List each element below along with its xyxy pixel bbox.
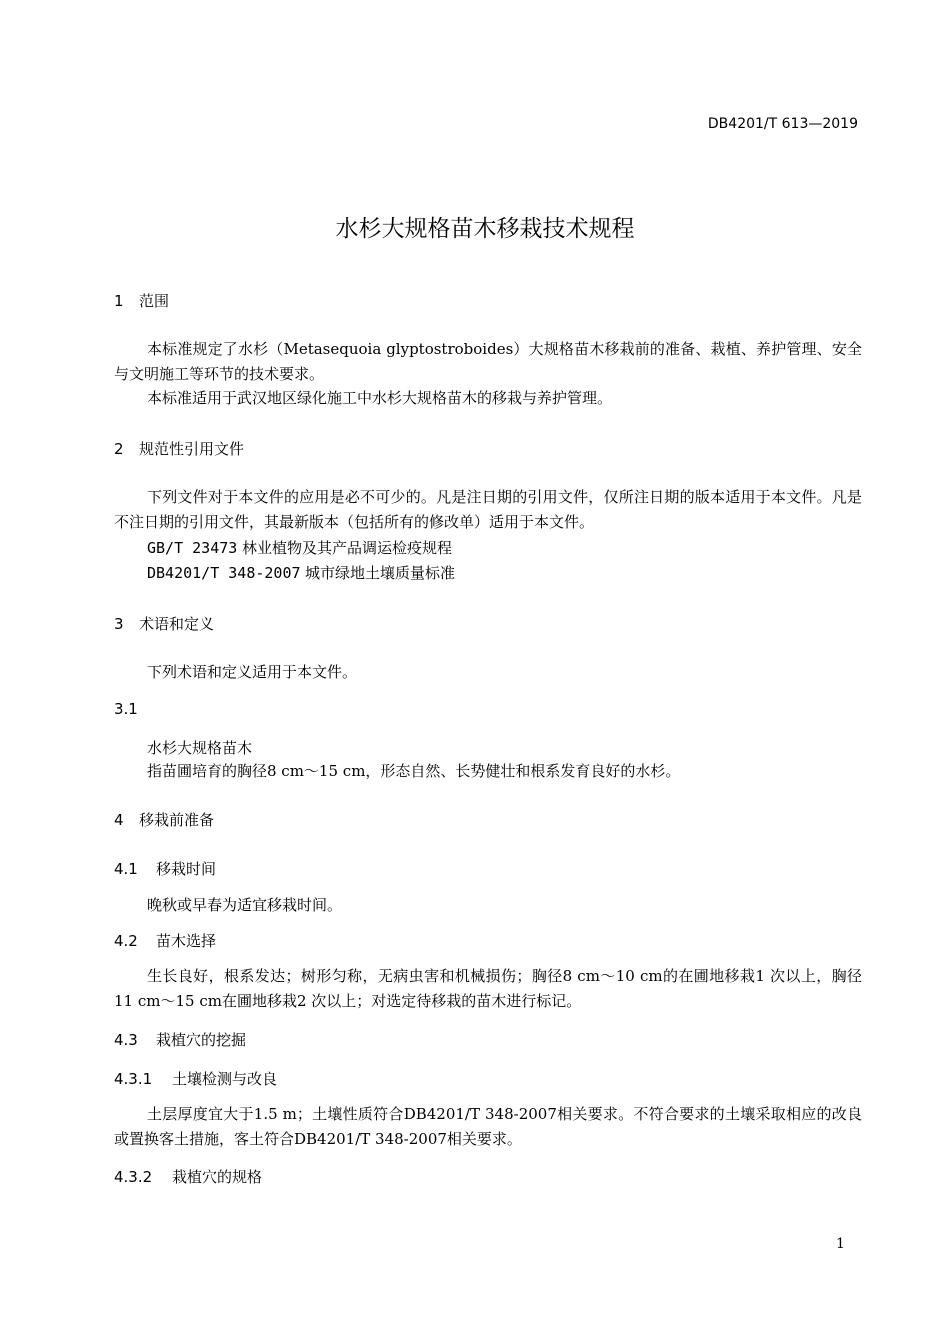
- section-1-paragraph-1: 本标准规定了水杉（Metasequoia glyptostroboides）大规格苗木移栽前的准备、栽植、养护管理、安全与文明施工等环节的技术要求。: [114, 340, 862, 383]
- subsection-title: 栽植穴的挖掘: [156, 1031, 247, 1049]
- section-1-heading: [114, 290, 169, 311]
- subsection-title: 土壤检测与改良: [172, 1070, 278, 1088]
- term-3-1-number: 3.1: [114, 700, 138, 718]
- section-number: 3: [114, 615, 124, 633]
- subsection-4-2-paragraph: 生长良好，根系发达；树形匀称，无病虫害和机械损伤；胸径8 cm～10 cm的在圃地移栽1 次以上，胸径11 cm～15 cm在圃地移栽2 次以上；对选定待移栽的苗木进行标记。: [114, 967, 862, 1010]
- page-number: 1: [836, 1236, 845, 1252]
- subsection-title: 栽植穴的规格: [172, 1168, 263, 1186]
- section-title: 术语和定义: [139, 615, 215, 633]
- subsection-4-3-heading: [114, 1029, 246, 1050]
- section-3-heading: [114, 613, 214, 634]
- subsection-number: 4.2: [114, 932, 138, 950]
- section-number: 2: [114, 440, 124, 458]
- subsection-title: 移栽时间: [156, 860, 217, 878]
- subsection-number: 4.3.2: [114, 1168, 153, 1186]
- reference-item: [147, 562, 455, 583]
- section-number: 1: [114, 292, 124, 310]
- subsection-4-1-paragraph: 晚秋或早春为适宜移栽时间。: [147, 896, 343, 914]
- section-2-paragraph-1: 下列文件对于本文件的应用是必不可少的。凡是注日期的引用文件，仅所注日期的版本适用于本文件。凡是不注日期的引用文件，其最新版本（包括所有的修改单）适用于本文件。: [114, 488, 862, 531]
- subsection-number: 4.1: [114, 860, 138, 878]
- section-title: 移栽前准备: [139, 811, 215, 829]
- document-title: 水杉大规格苗木移栽技术规程: [335, 216, 635, 242]
- section-1-paragraph-2: 本标准适用于武汉地区绿化施工中水杉大规格苗木的移栽与养护管理。: [147, 389, 613, 407]
- subsection-number: 4.3.1: [114, 1070, 153, 1088]
- section-number: 4: [114, 811, 124, 829]
- reference-name: 城市绿地土壤质量标准: [305, 564, 456, 582]
- section-2-heading: [114, 438, 244, 459]
- subsection-4-3-2-heading: [114, 1166, 262, 1187]
- subsection-title: 苗木选择: [156, 932, 217, 950]
- subsection-4-2-heading: [114, 930, 216, 951]
- reference-item: [147, 537, 452, 558]
- subsection-4-3-1-heading: [114, 1068, 277, 1089]
- subsection-4-3-1-paragraph: 土层厚度宜大于1.5 m；土壤性质符合DB4201/T 348-2007相关要求。不符合要求的土壤采取相应的改良或置换客土措施，客土符合DB4201/T 348-2007相关要求。: [114, 1105, 862, 1148]
- subsection-4-1-heading: [114, 858, 216, 879]
- subsection-number: 4.3: [114, 1031, 138, 1049]
- section-title: 范围: [139, 292, 170, 310]
- section-3-paragraph-1: 下列术语和定义适用于本文件。: [147, 663, 358, 681]
- reference-code: GB/T 23473: [147, 539, 238, 557]
- term-3-1-name: 水杉大规格苗木: [147, 739, 253, 757]
- reference-name: 林业植物及其产品调运检疫规程: [242, 539, 453, 557]
- document-code: DB4201/T 613—2019: [707, 116, 858, 132]
- section-4-heading: [114, 809, 214, 830]
- section-title: 规范性引用文件: [139, 440, 245, 458]
- reference-code: DB4201/T 348-2007: [147, 564, 301, 582]
- term-3-1-definition: 指苗圃培育的胸径8 cm～15 cm，形态自然、长势健壮和根系发育良好的水杉。: [147, 762, 681, 780]
